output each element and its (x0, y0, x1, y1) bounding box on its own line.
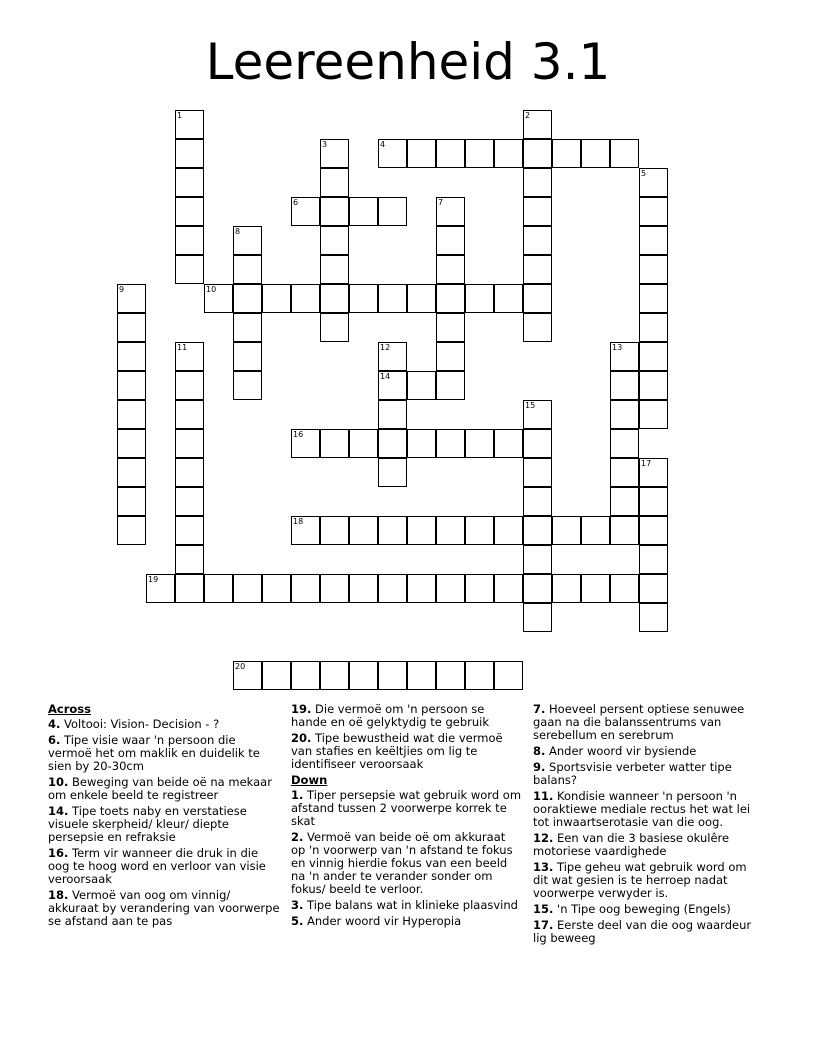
grid-cell[interactable] (320, 226, 349, 255)
grid-cell[interactable] (581, 139, 610, 168)
clue-num: 4. (48, 717, 61, 731)
grid-cell[interactable] (523, 516, 552, 545)
clue-number: 10 (206, 285, 217, 294)
clue-num: 13. (533, 860, 554, 874)
grid-cell[interactable] (349, 661, 378, 690)
grid-cell[interactable] (552, 574, 581, 603)
clue-num: 5. (291, 914, 304, 928)
grid-cell[interactable] (436, 429, 465, 458)
grid-cell[interactable] (523, 197, 552, 226)
down-clue (533, 919, 765, 945)
grid-cell[interactable] (175, 197, 204, 226)
grid-cell[interactable] (117, 342, 146, 371)
clue-num: 8. (533, 744, 546, 758)
grid-cell[interactable] (436, 313, 465, 342)
grid-cell[interactable] (175, 400, 204, 429)
grid-cell[interactable] (117, 429, 146, 458)
down-clue (533, 790, 765, 829)
grid-cell[interactable] (117, 284, 146, 313)
clue-number: 3 (322, 140, 328, 149)
clue-number: 18 (293, 517, 304, 526)
grid-cell[interactable] (175, 168, 204, 197)
grid-cell[interactable] (523, 429, 552, 458)
grid-cell[interactable] (175, 429, 204, 458)
grid-cell[interactable] (639, 226, 668, 255)
grid-cell[interactable] (523, 574, 552, 603)
grid-cell[interactable] (175, 110, 204, 139)
grid-cell[interactable] (523, 139, 552, 168)
grid-cell[interactable] (639, 574, 668, 603)
grid-cell[interactable] (378, 342, 407, 371)
clue-text: Vermoë van beide oë om akkuraat op 'n voorwerp van 'n afstand te fokus en vinnig hierdie fokus van een beeld na 'n ander te verander sonder om fokus/ beeld te verloor. (291, 830, 513, 896)
grid-cell[interactable] (465, 516, 494, 545)
grid-cell[interactable] (349, 284, 378, 313)
grid-cell[interactable] (233, 313, 262, 342)
grid-cell[interactable] (465, 429, 494, 458)
clue-column-1 (48, 703, 280, 931)
clue-number: 14 (380, 372, 391, 381)
grid-cell[interactable] (494, 284, 523, 313)
grid-cell[interactable] (523, 545, 552, 574)
grid-cell[interactable] (465, 139, 494, 168)
grid-cell[interactable] (320, 255, 349, 284)
grid-cell[interactable] (639, 516, 668, 545)
grid-cell[interactable] (175, 487, 204, 516)
grid-cell[interactable] (175, 371, 204, 400)
clue-column-3 (533, 703, 765, 948)
grid-cell[interactable] (320, 284, 349, 313)
grid-cell[interactable] (523, 487, 552, 516)
clue-number: 16 (293, 430, 304, 439)
grid-cell[interactable] (639, 342, 668, 371)
clue-num: 10. (48, 775, 69, 789)
clue-num: 9. (533, 760, 546, 774)
clue-number: 19 (148, 575, 159, 584)
grid-cell[interactable] (639, 313, 668, 342)
grid-cell[interactable] (610, 574, 639, 603)
grid-cell[interactable] (523, 400, 552, 429)
grid-cell[interactable] (610, 458, 639, 487)
grid-cell[interactable] (552, 139, 581, 168)
clue-text: 'n Tipe oog beweging (Engels) (553, 902, 731, 916)
grid-cell[interactable] (262, 284, 291, 313)
grid-cell[interactable] (523, 226, 552, 255)
grid-cell[interactable] (639, 458, 668, 487)
grid-cell[interactable] (233, 371, 262, 400)
grid-cell[interactable] (378, 400, 407, 429)
clue-text: Tiper persepsie wat gebruik word om afstand tussen 2 voorwerpe korrek te skat (291, 788, 522, 828)
grid-cell[interactable] (436, 226, 465, 255)
down-clue (533, 832, 765, 858)
grid-cell[interactable] (175, 342, 204, 371)
grid-cell[interactable] (436, 139, 465, 168)
across-heading: Across (48, 702, 91, 716)
grid-cell[interactable] (378, 284, 407, 313)
clue-text: Ander woord vir Hyperopia (303, 914, 462, 928)
grid-cell[interactable] (436, 371, 465, 400)
page-title: Leereenheid 3.1 (205, 33, 611, 91)
clue-number: 6 (293, 198, 299, 207)
grid-cell[interactable] (465, 284, 494, 313)
across-clue (48, 847, 280, 886)
clue-text: Voltooi: Vision- Decision - ? (60, 717, 220, 731)
down-clue (291, 899, 523, 912)
grid-cell[interactable] (117, 371, 146, 400)
grid-cell[interactable] (204, 284, 233, 313)
clue-column-2 (291, 703, 523, 931)
grid-cell[interactable] (233, 255, 262, 284)
clue-text: Tipe visie waar 'n persoon die vermoë het om maklik en duidelik te sien by 20-30cm (48, 733, 260, 773)
clue-number: 4 (380, 140, 386, 149)
grid-cell[interactable] (494, 661, 523, 690)
grid-cell[interactable] (262, 574, 291, 603)
across-clue (48, 889, 280, 928)
grid-cell[interactable] (233, 342, 262, 371)
clue-num: 17. (533, 918, 554, 932)
clue-number: 2 (525, 111, 531, 120)
grid-cell[interactable] (117, 458, 146, 487)
grid-cell[interactable] (407, 516, 436, 545)
grid-cell[interactable] (581, 574, 610, 603)
grid-cell[interactable] (175, 226, 204, 255)
grid-cell[interactable] (175, 458, 204, 487)
across-clue (291, 732, 523, 771)
grid-cell[interactable] (146, 574, 175, 603)
grid-cell[interactable] (610, 487, 639, 516)
grid-cell[interactable] (320, 429, 349, 458)
grid-cell[interactable] (407, 371, 436, 400)
grid-cell[interactable] (320, 661, 349, 690)
grid-cell[interactable] (581, 516, 610, 545)
grid-cell[interactable] (175, 545, 204, 574)
clue-text: Vermoë van oog om vinnig/ akkuraat by verandering van voorwerpe se afstand aan te pas (48, 888, 280, 928)
grid-cell[interactable] (117, 400, 146, 429)
clue-text: Ander woord vir bysiende (545, 744, 697, 758)
grid-cell[interactable] (610, 516, 639, 545)
down-clue (533, 703, 765, 742)
clue-number: 1 (177, 111, 183, 120)
clue-text: Hoeveel persent optiese senuwee gaan na die balanssentrums van serebellum en serebrum (533, 702, 745, 742)
clue-num: 19. (291, 702, 312, 716)
grid-cell[interactable] (639, 603, 668, 632)
grid-cell[interactable] (639, 284, 668, 313)
clue-text: Beweging van beide oë na mekaar om enkele beeld te registreer (48, 775, 272, 802)
grid-cell[interactable] (639, 487, 668, 516)
grid-cell[interactable] (610, 342, 639, 371)
grid-cell[interactable] (407, 661, 436, 690)
down-clue (291, 915, 523, 928)
clue-num: 11. (533, 789, 554, 803)
grid-cell[interactable] (291, 661, 320, 690)
clue-num: 15. (533, 902, 554, 916)
grid-cell[interactable] (494, 139, 523, 168)
grid-cell[interactable] (233, 661, 262, 690)
across-clue (291, 703, 523, 729)
grid-cell[interactable] (349, 516, 378, 545)
grid-cell[interactable] (117, 487, 146, 516)
grid-cell[interactable] (175, 516, 204, 545)
clue-text: Eerste deel van die oog waardeur lig beweeg (533, 918, 752, 945)
grid-cell[interactable] (378, 139, 407, 168)
clue-number: 17 (641, 459, 652, 468)
grid-cell[interactable] (378, 458, 407, 487)
grid-cell[interactable] (465, 574, 494, 603)
grid-cell[interactable] (523, 313, 552, 342)
grid-cell[interactable] (523, 458, 552, 487)
grid-cell[interactable] (175, 139, 204, 168)
clue-number: 13 (612, 343, 623, 352)
clue-number: 20 (235, 662, 246, 671)
grid-cell[interactable] (436, 255, 465, 284)
clue-num: 6. (48, 733, 61, 747)
grid-cell[interactable] (291, 284, 320, 313)
clue-num: 7. (533, 702, 546, 716)
down-clue (291, 831, 523, 896)
clue-number: 15 (525, 401, 536, 410)
grid-cell[interactable] (407, 284, 436, 313)
down-heading: Down (291, 773, 328, 787)
grid-cell[interactable] (494, 516, 523, 545)
down-clue (533, 745, 765, 758)
grid-cell[interactable] (320, 313, 349, 342)
clue-number: 11 (177, 343, 188, 352)
clue-text: Sportsvisie verbeter watter tipe balans? (533, 760, 732, 787)
across-clue (48, 776, 280, 802)
clue-num: 14. (48, 804, 69, 818)
grid-cell[interactable] (523, 255, 552, 284)
across-clue (48, 805, 280, 844)
grid-cell[interactable] (436, 284, 465, 313)
grid-cell[interactable] (523, 168, 552, 197)
grid-cell[interactable] (349, 574, 378, 603)
grid-cell[interactable] (378, 516, 407, 545)
clue-text: Tipe balans wat in klinieke plaasvind (303, 898, 518, 912)
grid-cell[interactable] (407, 429, 436, 458)
grid-cell[interactable] (436, 574, 465, 603)
grid-cell[interactable] (378, 371, 407, 400)
grid-cell[interactable] (610, 371, 639, 400)
clue-number: 8 (235, 227, 241, 236)
clue-number: 12 (380, 343, 391, 352)
grid-cell[interactable] (610, 400, 639, 429)
grid-cell[interactable] (291, 429, 320, 458)
clue-text: Die vermoë om 'n persoon se hande en oë gelyktydig te gebruik (291, 702, 490, 729)
grid-cell[interactable] (552, 516, 581, 545)
down-clue (291, 789, 523, 828)
across-clue (48, 734, 280, 773)
grid-cell[interactable] (407, 139, 436, 168)
grid-cell[interactable] (291, 516, 320, 545)
clue-text: Kondisie wanneer 'n persoon 'n ooraktiewe mediale rectus het wat lei tot inwaartserotasie van die oog. (533, 789, 751, 829)
down-clue (533, 761, 765, 787)
clue-num: 1. (291, 788, 304, 802)
down-clue (533, 903, 765, 916)
grid-cell[interactable] (291, 574, 320, 603)
grid-cell[interactable] (175, 574, 204, 603)
grid-cell[interactable] (117, 516, 146, 545)
grid-cell[interactable] (494, 429, 523, 458)
grid-cell[interactable] (523, 110, 552, 139)
clue-text: Tipe geheu wat gebruik word om dit wat gesien is te herroep nadat voorwerpe verwyder is. (533, 860, 747, 900)
clue-num: 16. (48, 846, 69, 860)
grid-cell[interactable] (523, 284, 552, 313)
across-clue (48, 718, 280, 731)
grid-cell[interactable] (436, 197, 465, 226)
grid-cell[interactable] (639, 400, 668, 429)
clue-number: 9 (119, 285, 125, 294)
grid-cell[interactable] (610, 429, 639, 458)
grid-cell[interactable] (407, 574, 436, 603)
grid-cell[interactable] (610, 139, 639, 168)
grid-cell[interactable] (233, 226, 262, 255)
clue-number: 5 (641, 169, 647, 178)
clue-text: Tipe bewustheid wat die vermoë van stafies en keëltjies om lig te identifiseer veroorsaak (291, 731, 503, 771)
grid-cell[interactable] (320, 516, 349, 545)
grid-cell[interactable] (436, 342, 465, 371)
clue-number: 7 (438, 198, 444, 207)
grid-cell[interactable] (233, 574, 262, 603)
grid-cell[interactable] (494, 574, 523, 603)
grid-cell[interactable] (639, 255, 668, 284)
grid-cell[interactable] (262, 661, 291, 690)
grid-cell[interactable] (378, 197, 407, 226)
clue-text: Term vir wanneer die druk in die oog te hoog word en verloor van visie veroorsaak (48, 846, 266, 886)
grid-cell[interactable] (291, 197, 320, 226)
grid-cell[interactable] (233, 284, 262, 313)
grid-cell[interactable] (204, 574, 233, 603)
grid-cell[interactable] (436, 516, 465, 545)
grid-cell[interactable] (378, 574, 407, 603)
grid-cell[interactable] (639, 197, 668, 226)
grid-cell[interactable] (349, 197, 378, 226)
grid-cell[interactable] (320, 574, 349, 603)
grid-cell[interactable] (378, 661, 407, 690)
clue-num: 20. (291, 731, 312, 745)
grid-cell[interactable] (320, 168, 349, 197)
grid-cell[interactable] (639, 371, 668, 400)
clue-num: 18. (48, 888, 69, 902)
grid-cell[interactable] (320, 139, 349, 168)
grid-cell[interactable] (639, 168, 668, 197)
clue-num: 2. (291, 830, 304, 844)
grid-cell[interactable] (639, 545, 668, 574)
grid-cell[interactable] (436, 661, 465, 690)
clue-num: 3. (291, 898, 304, 912)
grid-cell[interactable] (349, 429, 378, 458)
grid-cell[interactable] (320, 197, 349, 226)
down-clue (533, 861, 765, 900)
grid-cell[interactable] (465, 661, 494, 690)
grid-cell[interactable] (378, 429, 407, 458)
clue-num: 12. (533, 831, 554, 845)
grid-cell[interactable] (523, 603, 552, 632)
grid-cell[interactable] (175, 255, 204, 284)
clue-text: Tipe toets naby en verstatiese visuele skerpheid/ kleur/ diepte persepsie en refraksie (48, 804, 247, 844)
clue-text: Een van die 3 basiese okulêre motoriese vaardighede (533, 831, 730, 858)
grid-cell[interactable] (117, 313, 146, 342)
